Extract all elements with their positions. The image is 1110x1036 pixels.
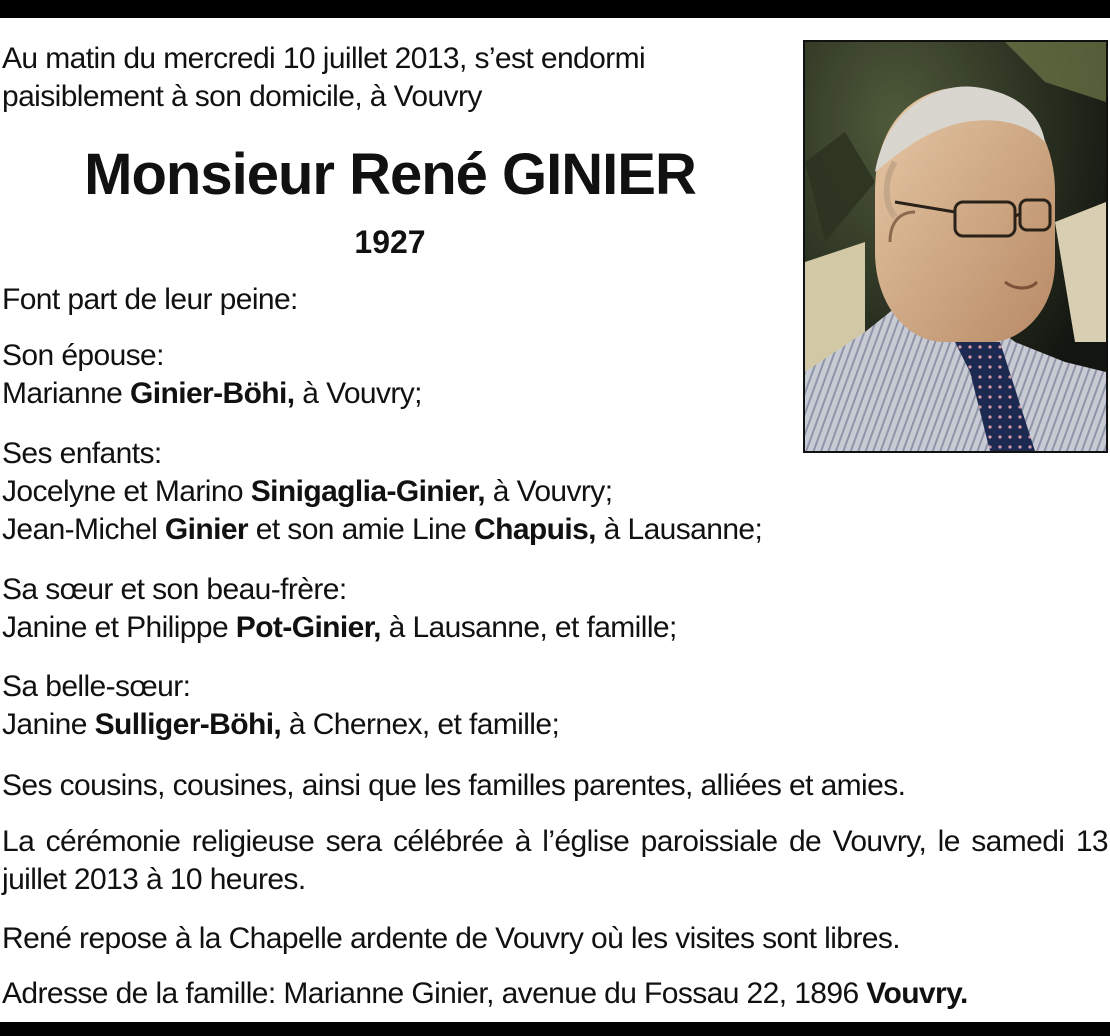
address-line (2, 975, 968, 1013)
child1-first: Jocelyne et Marino (2, 475, 243, 508)
spouse-surname: Ginier-Böhi, (130, 377, 295, 410)
sister-in-law-first: Janine (2, 708, 87, 741)
font-part-line: Font part de leur peine: (2, 283, 298, 316)
cousins-line: Ses cousins, cousines, ainsi que les familles parentes, alliées et amies. (2, 769, 906, 802)
portrait-illustration (805, 42, 1106, 451)
sister-in-law-place: à Chernex, et famille; (288, 708, 560, 741)
intro-text (2, 40, 645, 116)
sister-surname: Pot-Ginier, (235, 611, 381, 644)
intro-line-1: Au matin du mercredi 10 juillet 2013, s’est endormi (2, 42, 646, 75)
address-city: Vouvry. (866, 977, 968, 1010)
address-text: Adresse de la famille: Marianne Ginier, avenue du Fossau 22, 1896 (2, 977, 859, 1010)
children-block (2, 435, 762, 549)
child2-place: à Lausanne; (603, 513, 763, 546)
sister-in-law-heading: Sa belle-sœur: (2, 670, 191, 703)
child1-place: à Vouvry; (492, 475, 613, 508)
sister-line (2, 609, 677, 647)
spouse-block (2, 337, 422, 413)
children-line-2 (2, 511, 762, 549)
top-rule (0, 0, 1110, 18)
spouse-place: à Vouvry; (302, 377, 422, 410)
sister-in-law-block (2, 668, 559, 744)
child2-middle: et son amie Line (255, 513, 467, 546)
sister-block (2, 571, 677, 647)
deceased-name: Monsieur René GINIER (84, 142, 696, 207)
portrait-photo (803, 40, 1108, 453)
sister-in-law-surname: Sulliger-Böhi, (94, 708, 282, 741)
birth-year: 1927 (354, 224, 426, 260)
child2-surname: Ginier (164, 513, 248, 546)
sister-place: à Lausanne, et famille; (388, 611, 677, 644)
bottom-rule (0, 1022, 1110, 1036)
children-heading: Ses enfants: (2, 437, 162, 470)
ceremony-paragraph: La cérémonie religieuse sera célébrée à l’église paroissiale de Vouvry, le samedi 13 juillet 2013 à 10 heures. (2, 825, 1108, 896)
child2-partner-surname: Chapuis, (474, 513, 596, 546)
children-line-1 (2, 473, 762, 511)
child2-first: Jean-Michel (2, 513, 158, 546)
child1-surname: Sinigaglia-Ginier, (250, 475, 486, 508)
sister-first: Janine et Philippe (2, 611, 229, 644)
sister-heading: Sa sœur et son beau-frère: (2, 573, 347, 606)
spouse-line (2, 375, 422, 413)
spouse-heading: Son épouse: (2, 339, 164, 372)
intro-line-2: paisiblement à son domicile, à Vouvry (2, 80, 482, 113)
sister-in-law-line (2, 706, 559, 744)
spouse-first: Marianne (2, 377, 123, 410)
repose-line: René repose à la Chapelle ardente de Vouvry où les visites sont libres. (2, 922, 900, 955)
